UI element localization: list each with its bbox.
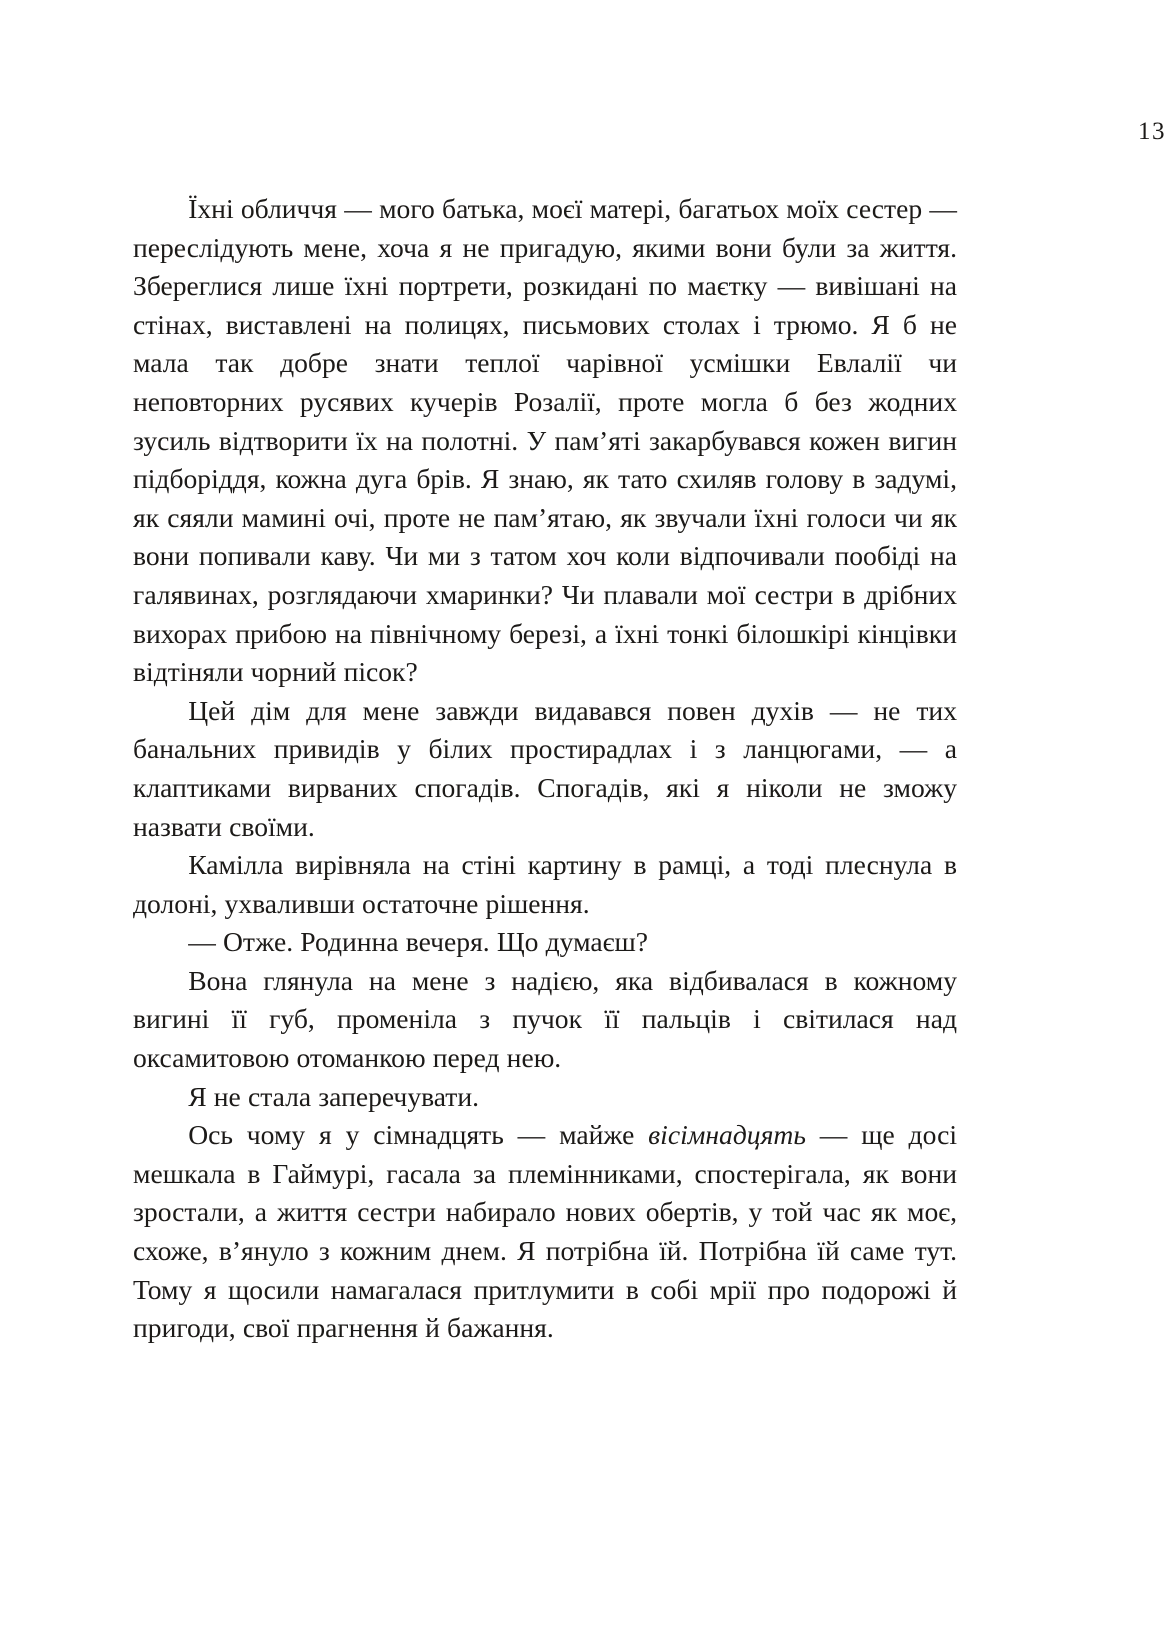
dialogue-line: — Отже. Родинна вечеря. Що думаєш? — [188, 926, 648, 958]
body-text: Ось чому я у сімнадцять — майже — [188, 1119, 649, 1151]
emphasis-text: вісімнадцять — [648, 1119, 806, 1151]
paragraph: Їхні обличчя — мого батька, моєї матері, багатьох моїх сестер — переслідують мене, хоча я не пригадую, якими вони були за життя. Збереглися лише їхні портрети, розкидані по маєтку — вивішані на стінах, виставлені на полицях, письмових столах і трюмо. Я б не мала так добре знати теплої чарівної усмішки Евлалії чи неповторних русявих кучерів Розалії, проте могла б без жодних зусиль відтворити їх на полотні. У пам’яті закарбувався кожен вигин підборіддя, кожна дуга брів. Я знаю, як тато схиляв голову в задумі, як сяяли мамині очі, проте не пам’ятаю, як звучали їхні голоси чи як вони попивали каву. Чи ми з татом хоч коли відпочивали пообіді на галявинах, розглядаючи хмаринки? Чи плавали мої сестри в дрібних вихорах прибою на північному березі, а їхні тонкі білошкірі кінцівки відтіняли чорний пісок? — [133, 193, 957, 688]
paragraph-with-emphasis — [133, 1116, 957, 1348]
page-number: 13 — [1138, 118, 1166, 145]
paragraph: Вона глянула на мене з надією, яка відбивалася в кожному вигині її губ, променіла з пучок її пальців і світилася над оксамитовою отоманкою перед нею. — [133, 964, 957, 1074]
paragraph: Камілла вирівняла на стіні картину в рамці, а тоді плеснула в долоні, ухваливши остаточне рішення. — [133, 849, 957, 919]
paragraph: Я не стала заперечувати. — [188, 1080, 480, 1112]
paragraph: Цей дім для мене завжди видавався повен духів — не тих банальних привидів у білих простирадлах і з ланцюгами, — а клаптиками вирваних спогадів. Спогадів, які я ніколи не зможу назвати своїми. — [133, 694, 957, 842]
body-text: — ще досі мешкала в Гаймурі, гасала за племінниками, спостерігала, як вони зростали, а життя сестри набирало нових обертів, у той час як моє, схоже, в’януло з кожним днем. Я потрібна їй. Потрібна їй саме тут. Тому я щосили намагалася притлумити в собі мрії про подорожі й пригоди, свої прагнення й бажання. — [133, 1119, 957, 1344]
text-block — [133, 190, 957, 1348]
